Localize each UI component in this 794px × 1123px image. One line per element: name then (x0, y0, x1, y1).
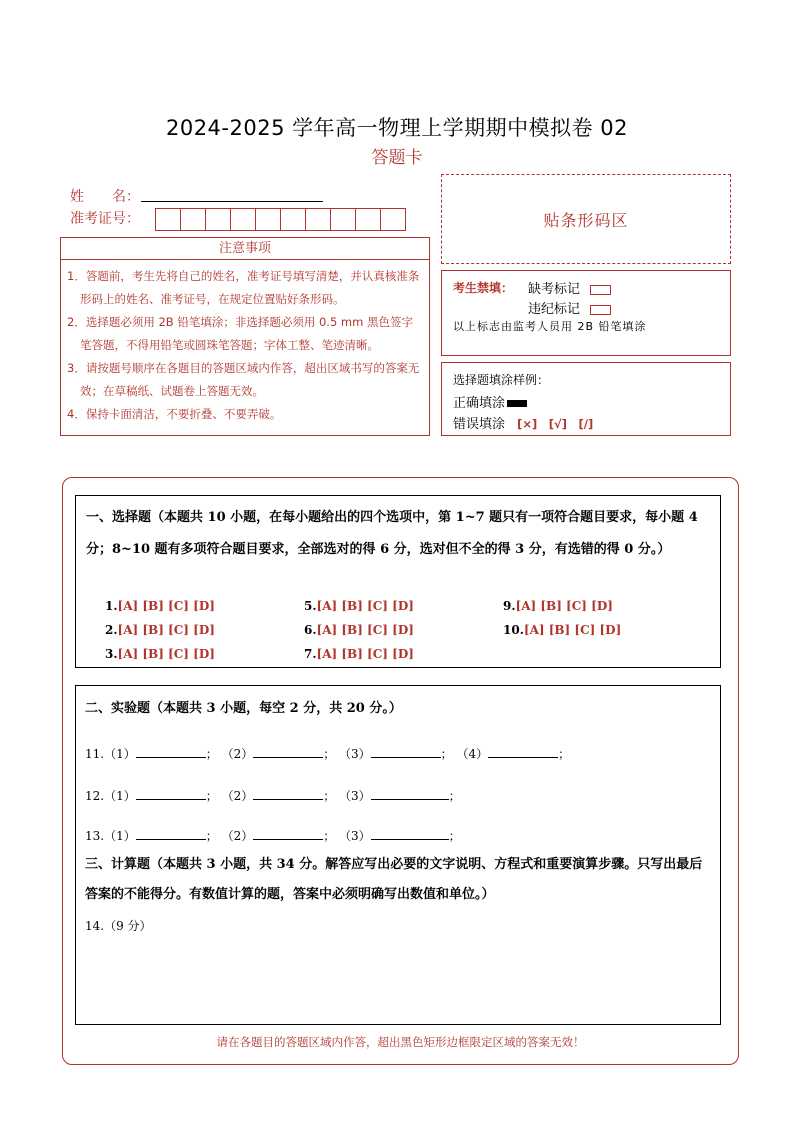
part-label: （1） (104, 829, 136, 843)
choice-heading: 一、选择题（本题共 10 小题，在每小题给出的四个选项中，第 1~7 题只有一项符合题目要求，每小题 4 分；8~10 题有多项符合题目要求，全部选对的得 6 分，选对但不全的得 3 分，有选错的得 0 分。） (86, 510, 698, 557)
absent-mark-label: 缺考标记 (528, 282, 581, 297)
barcode-area (441, 174, 731, 264)
exam-id-cell[interactable] (380, 208, 406, 231)
exam-id-cell[interactable] (180, 208, 206, 231)
violation-mark-row (528, 298, 611, 317)
part-label: （2） (221, 829, 254, 843)
exam-id-boxes[interactable] (155, 208, 405, 231)
choice-q1[interactable] (105, 599, 215, 613)
q-number: 11. (85, 747, 105, 761)
barcode-label: 贴条形码区 (543, 210, 629, 230)
notice-item: 4．保持卡面清洁，不要折叠、不要弄破。 (67, 407, 282, 421)
fill-sample-box (441, 362, 731, 436)
options[interactable]: [A] [B] [C] [D] (515, 599, 613, 613)
answer-blank[interactable] (371, 787, 449, 800)
choice-q3[interactable] (105, 647, 215, 661)
sample-title: 选择题填涂样例： (453, 373, 550, 387)
answer-blank[interactable] (253, 827, 323, 840)
correct-fill-row (453, 392, 527, 411)
exam-id-cell[interactable] (155, 208, 181, 231)
options[interactable]: [A] [B] [C] [D] (117, 647, 215, 661)
answer-blank[interactable] (136, 745, 206, 758)
q-number: 9. (503, 599, 516, 613)
notice-heading: 注意事项 (60, 237, 430, 260)
q-number: 13. (85, 829, 105, 843)
exam-id-cell[interactable] (230, 208, 256, 231)
answer-blank[interactable] (136, 787, 206, 800)
choice-q6[interactable] (304, 623, 414, 637)
exam-id-cell[interactable] (355, 208, 381, 231)
name-label: 姓 名： (70, 189, 140, 205)
q14-answer-area[interactable] (85, 935, 713, 1019)
choice-section (75, 495, 721, 668)
options[interactable]: [A] [B] [C] [D] (117, 599, 215, 613)
exam-id-label: 准考证号： (70, 211, 140, 227)
part-label: （3） (339, 789, 371, 803)
violation-mark-box[interactable] (590, 305, 611, 315)
part-label: （4） (456, 747, 489, 761)
choice-q5[interactable] (304, 599, 414, 613)
part-label: （3） (339, 829, 371, 843)
q14-label: 14.（9 分） (85, 919, 152, 933)
correct-fill-label: 正确填涂 (453, 396, 506, 411)
ban-note: 以上标志由监考人员用 2B 铅笔填涂 (453, 320, 647, 333)
exam-id-cell[interactable] (305, 208, 331, 231)
part-label: （2） (221, 747, 254, 761)
page-title: 2024-2025 学年高一物理上学期期中模拟卷 02 (165, 116, 629, 140)
q11-row: 11.（1） ； （2） ； （3） ； （4） ； (85, 747, 571, 761)
notice-item: 1．答题前，考生先将自己的姓名，准考证号填写清楚，并认真核准条形码上的姓名、准考证号，在规定位置贴好条形码。 (67, 269, 420, 306)
wrong-fill-row (453, 413, 593, 432)
q12-row: 12.（1） ； （2） ； （3） ； (85, 789, 461, 803)
q-number: 6. (304, 623, 317, 637)
wrong-fill-samples: [×] [√] [/] (517, 417, 594, 431)
part-label: （1） (104, 789, 136, 803)
notice-box (60, 260, 430, 436)
answer-blank[interactable] (136, 827, 206, 840)
experiment-heading: 二、实验题（本题共 3 小题，每空 2 分，共 20 分。） (85, 701, 402, 716)
exam-id-cell[interactable] (330, 208, 356, 231)
choice-q2[interactable] (105, 623, 215, 637)
answer-blank[interactable] (253, 745, 323, 758)
page-subtitle: 答题卡 (371, 148, 423, 168)
answer-blank[interactable] (488, 745, 558, 758)
ban-box (441, 270, 731, 356)
q-number: 10. (503, 623, 524, 637)
name-field[interactable] (141, 201, 323, 202)
q-number: 5. (304, 599, 317, 613)
q13-row: 13.（1） ； （2） ； （3） ； (85, 829, 461, 843)
exam-id-cell[interactable] (255, 208, 281, 231)
q-number: 12. (85, 789, 105, 803)
choice-q9[interactable] (503, 599, 613, 613)
notice-item: 2．选择题必须用 2B 铅笔填涂；非选择题必须用 0.5 mm 黑色签字笔答题，不得用铅笔或圆珠笔答题；字体工整、笔迹清晰。 (67, 315, 413, 352)
calculation-heading: 三、计算题（本题共 3 小题，共 34 分。解答应写出必要的文字说明、方程式和重要演算步骤。只写出最后答案的不能得分。有数值计算的题，答案中必须明确写出数值和单位。） (85, 857, 703, 902)
q-number: 1. (105, 599, 118, 613)
exam-id-cell[interactable] (205, 208, 231, 231)
answer-blank[interactable] (253, 787, 323, 800)
options[interactable]: [A] [B] [C] [D] (523, 623, 622, 637)
absent-mark-row (528, 278, 611, 297)
options[interactable]: [A] [B] [C] [D] (117, 623, 215, 637)
footer-note: 请在各题目的答题区域内作答，超出黑色矩形边框限定区域的答案无效！ (216, 1035, 585, 1049)
q-number: 7. (304, 647, 317, 661)
violation-mark-label: 违纪标记 (528, 302, 581, 317)
answer-blank[interactable] (371, 827, 449, 840)
wrong-fill-label: 错误填涂 (453, 417, 506, 432)
correct-fill-sample (507, 400, 527, 407)
options[interactable]: [A] [B] [C] [D] (316, 599, 414, 613)
answer-blank[interactable] (371, 745, 441, 758)
options[interactable]: [A] [B] [C] [D] (316, 647, 414, 661)
part-label: （3） (339, 747, 371, 761)
q-number: 2. (105, 623, 118, 637)
ban-title: 考生禁填： (453, 281, 514, 295)
notice-item: 3．请按题号顺序在各题目的答题区域内作答，超出区域书写的答案无效；在草稿纸、试题卷上答题无效。 (67, 361, 420, 398)
q-number: 3. (105, 647, 118, 661)
choice-q7[interactable] (304, 647, 414, 661)
options[interactable]: [A] [B] [C] [D] (316, 623, 414, 637)
absent-mark-box[interactable] (590, 285, 611, 295)
part-label: （1） (104, 747, 136, 761)
choice-q10[interactable] (503, 623, 621, 637)
part-label: （2） (221, 789, 254, 803)
exam-id-cell[interactable] (280, 208, 306, 231)
